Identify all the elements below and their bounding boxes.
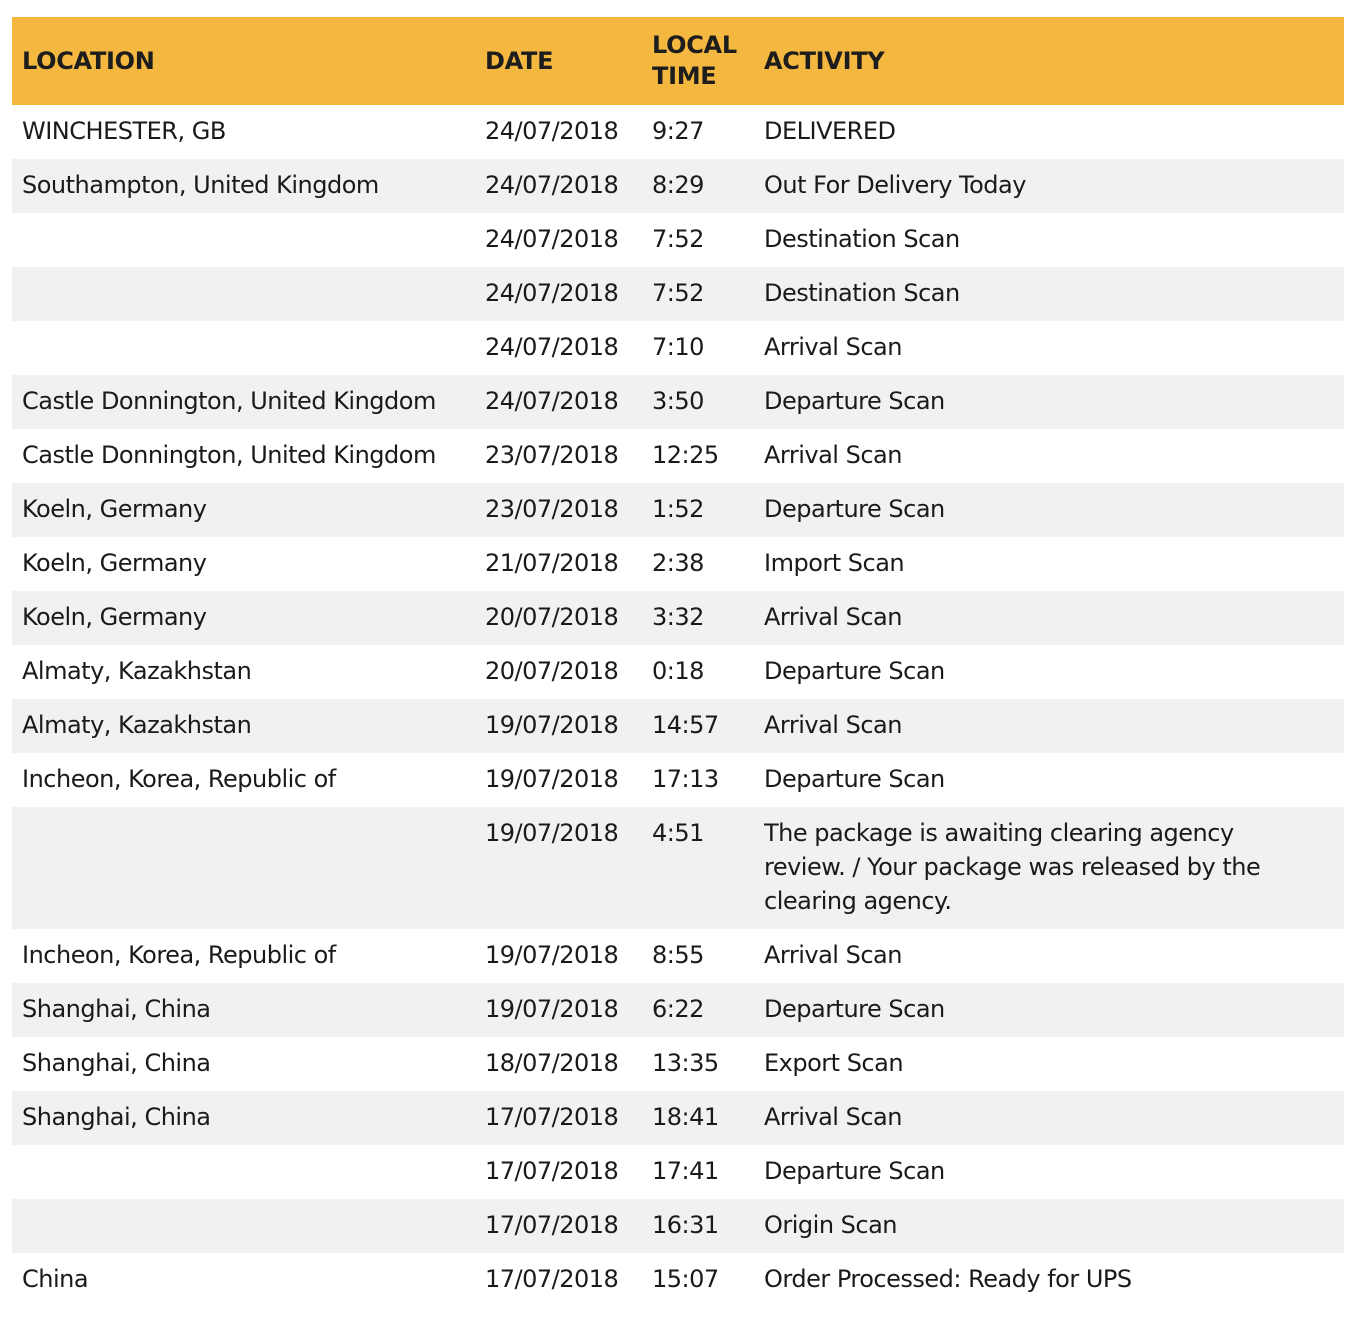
date-cell: 24/07/2018 — [485, 225, 619, 253]
activity-cell: Arrival Scan — [764, 441, 902, 469]
location-cell — [12, 213, 474, 267]
date-cell: 17/07/2018 — [485, 1211, 619, 1239]
column-header-location: LOCATION — [22, 46, 155, 75]
location-cell: Castle Donnington, United Kingdom — [22, 441, 436, 469]
local-time-cell: 14:57 — [652, 711, 719, 739]
date-cell: 17/07/2018 — [485, 1265, 619, 1293]
date-cell: 19/07/2018 — [485, 941, 619, 969]
location-cell: Koeln, Germany — [22, 603, 207, 631]
date-cell: 24/07/2018 — [485, 333, 619, 361]
table-row — [12, 929, 1344, 983]
local-time-cell: 18:41 — [652, 1103, 719, 1131]
activity-cell: Origin Scan — [764, 1211, 898, 1239]
local-time-cell: 7:52 — [652, 279, 704, 307]
local-time-cell: 12:25 — [652, 441, 719, 469]
table-row — [12, 1253, 1344, 1307]
location-cell — [12, 807, 474, 929]
activity-cell: Departure Scan — [764, 995, 945, 1023]
date-cell: 20/07/2018 — [485, 603, 619, 631]
activity-cell: Departure Scan — [764, 387, 945, 415]
local-time-cell: 3:50 — [652, 387, 704, 415]
table-row — [12, 159, 1344, 213]
activity-cell: The package is awaiting clearing agency review. / Your package was released by the clearing agency. — [764, 819, 1261, 915]
location-cell: WINCHESTER, GB — [22, 117, 226, 145]
date-cell: 17/07/2018 — [485, 1157, 619, 1185]
local-time-cell: 9:27 — [652, 117, 704, 145]
column-header-date: DATE — [485, 46, 554, 75]
date-cell: 24/07/2018 — [485, 171, 619, 199]
local-time-cell: 3:32 — [652, 603, 704, 631]
activity-cell: Arrival Scan — [764, 1103, 902, 1131]
date-cell: 20/07/2018 — [485, 657, 619, 685]
location-cell: Shanghai, China — [22, 1049, 211, 1077]
activity-cell: Arrival Scan — [764, 941, 902, 969]
local-time-cell: 13:35 — [652, 1049, 719, 1077]
date-cell: 23/07/2018 — [485, 495, 619, 523]
date-cell: 24/07/2018 — [485, 117, 619, 145]
table-header — [12, 17, 1344, 105]
table-row — [12, 1091, 1344, 1145]
local-time-cell: 7:52 — [652, 225, 704, 253]
date-cell: 19/07/2018 — [485, 711, 619, 739]
activity-cell: Export Scan — [764, 1049, 904, 1077]
date-cell: 17/07/2018 — [485, 1103, 619, 1131]
column-header-local-time-line2: TIME — [652, 62, 717, 90]
table-row — [12, 983, 1344, 1037]
activity-cell: Arrival Scan — [764, 603, 902, 631]
local-time-cell: 17:41 — [652, 1157, 719, 1185]
table-row — [12, 807, 1344, 929]
location-cell: Shanghai, China — [22, 995, 211, 1023]
local-time-cell: 8:55 — [652, 941, 704, 969]
activity-cell: Departure Scan — [764, 495, 945, 523]
table-row — [12, 483, 1344, 537]
location-cell: Shanghai, China — [22, 1103, 211, 1131]
column-header-local-time — [642, 17, 764, 105]
location-cell: Southampton, United Kingdom — [22, 171, 379, 199]
table-row — [12, 105, 1344, 159]
date-cell: 19/07/2018 — [485, 995, 619, 1023]
table-row — [12, 537, 1344, 591]
table-row — [12, 699, 1344, 753]
date-cell: 19/07/2018 — [485, 765, 619, 793]
date-cell: 24/07/2018 — [485, 387, 619, 415]
activity-cell: Departure Scan — [764, 657, 945, 685]
activity-cell: Out For Delivery Today — [764, 171, 1026, 199]
table-row — [12, 645, 1344, 699]
location-cell — [12, 267, 474, 321]
activity-cell: Departure Scan — [764, 765, 945, 793]
local-time-cell: 4:51 — [652, 819, 704, 847]
table-row — [12, 591, 1344, 645]
local-time-cell: 0:18 — [652, 657, 704, 685]
table-row — [12, 753, 1344, 807]
location-cell: Castle Donnington, United Kingdom — [22, 387, 436, 415]
column-header-local-time-line1: LOCAL — [652, 31, 737, 59]
local-time-cell: 17:13 — [652, 765, 719, 793]
location-cell — [12, 1145, 474, 1199]
location-cell: Incheon, Korea, Republic of — [22, 765, 336, 793]
local-time-cell: 1:52 — [652, 495, 704, 523]
local-time-cell: 8:29 — [652, 171, 704, 199]
table-row — [12, 267, 1344, 321]
table-row — [12, 1037, 1344, 1091]
local-time-cell: 2:38 — [652, 549, 704, 577]
date-cell: 21/07/2018 — [485, 549, 619, 577]
activity-cell: Departure Scan — [764, 1157, 945, 1185]
table-body — [12, 105, 1344, 1307]
activity-cell: Order Processed: Ready for UPS — [764, 1265, 1132, 1293]
location-cell — [12, 321, 474, 375]
date-cell: 18/07/2018 — [485, 1049, 619, 1077]
local-time-cell: 7:10 — [652, 333, 704, 361]
activity-cell: Arrival Scan — [764, 711, 902, 739]
location-cell: Koeln, Germany — [22, 495, 207, 523]
local-time-cell: 15:07 — [652, 1265, 719, 1293]
location-cell — [12, 1199, 474, 1253]
table-row — [12, 429, 1344, 483]
location-cell: China — [22, 1265, 89, 1293]
column-header-activity: ACTIVITY — [764, 46, 885, 75]
location-cell: Almaty, Kazakhstan — [22, 657, 252, 685]
local-time-cell: 16:31 — [652, 1211, 719, 1239]
header-row — [12, 17, 1344, 105]
table-row — [12, 1145, 1344, 1199]
table-row — [12, 213, 1344, 267]
location-cell: Almaty, Kazakhstan — [22, 711, 252, 739]
table-row — [12, 1199, 1344, 1253]
activity-cell: Destination Scan — [764, 279, 960, 307]
shipment-progress-table — [12, 17, 1344, 1307]
date-cell: 23/07/2018 — [485, 441, 619, 469]
location-cell: Koeln, Germany — [22, 549, 207, 577]
location-cell: Incheon, Korea, Republic of — [22, 941, 336, 969]
date-cell: 19/07/2018 — [485, 819, 619, 847]
table-row — [12, 375, 1344, 429]
local-time-cell: 6:22 — [652, 995, 704, 1023]
activity-cell: Destination Scan — [764, 225, 960, 253]
activity-cell: Import Scan — [764, 549, 905, 577]
activity-cell: DELIVERED — [764, 117, 896, 145]
table-row — [12, 321, 1344, 375]
date-cell: 24/07/2018 — [485, 279, 619, 307]
activity-cell: Arrival Scan — [764, 333, 902, 361]
